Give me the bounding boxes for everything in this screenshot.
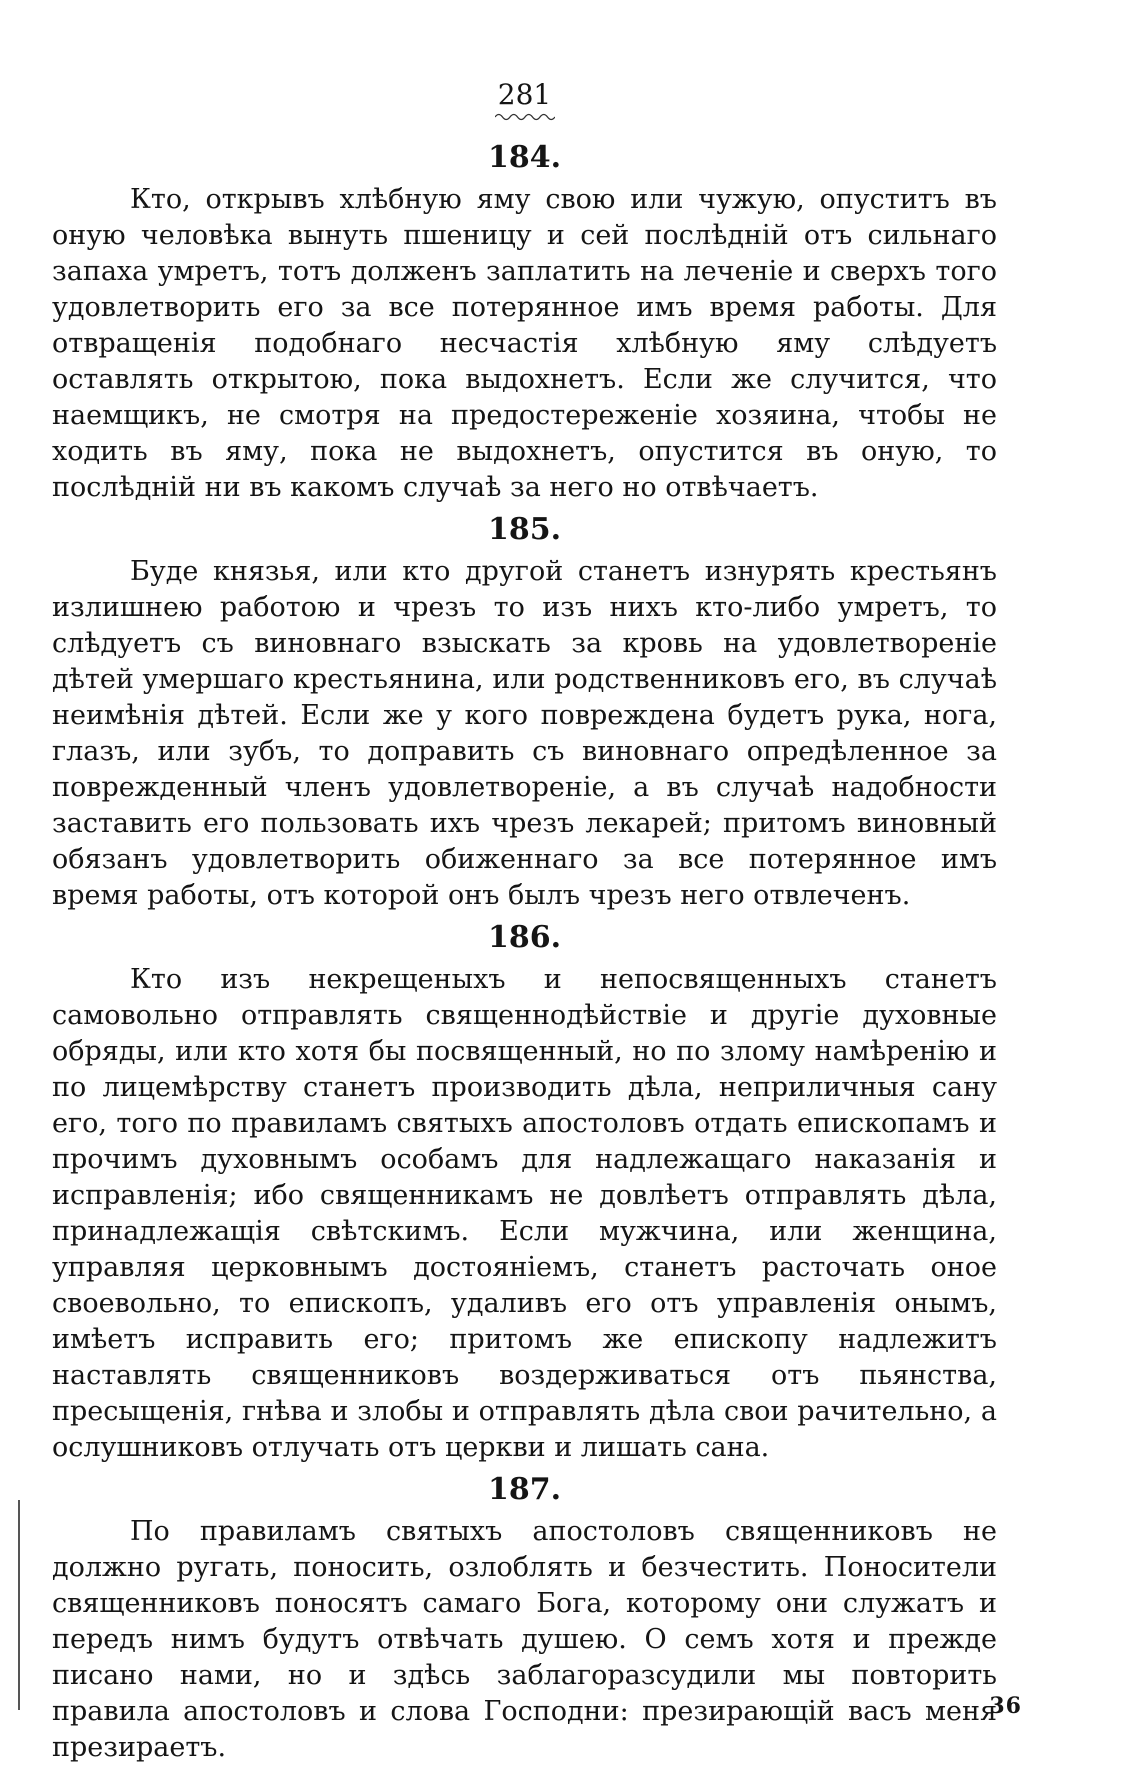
book-page <box>52 78 997 1766</box>
article-186 <box>52 920 997 1466</box>
page-number: 281 <box>497 78 552 111</box>
article-text: По правиламъ святыхъ апостоловъ священниковъ не должно ругать, поносить, озлоблять и безчестить. Поносители священниковъ поносятъ самаго Бога, которому они служатъ и передъ нимъ будутъ отвѣчать душею. О семъ хотя и прежде писано нами, но и здѣсь заблагоразсудили мы повторить правила апостоловъ и слова Господни: презирающій васъ меня презираетъ. <box>52 1516 997 1763</box>
margin-rule <box>18 1500 20 1710</box>
article-number: 185. <box>487 512 562 547</box>
wavy-divider <box>495 112 555 122</box>
article-text: Кто изъ некрещеныхъ и непосвященныхъ станетъ самовольно отправлять священнодѣйствіе и другіе духовные обряды, или кто хотя бы посвященный, но по злому намѣренію и по лицемѣрству станетъ производить дѣла, неприличныя сану его, того по правиламъ святыхъ апостоловъ отдать епископамъ и прочимъ духовнымъ особамъ для надлежащаго наказанія и исправленія; ибо священникамъ не довлѣетъ отправлять дѣла, принадлежащія свѣтскимъ. Если мужчина, или женщина, управляя церковнымъ достояніемъ, станетъ расточать оное своевольно, то епископъ, удаливъ его отъ управленія онымъ, имѣетъ исправить его; притомъ же епископу надлежитъ наставлять священниковъ воздерживаться отъ пьянства, пресыщенія, гнѣва и злобы и отправлять дѣла свои рачительно, а ослушниковъ отлучать отъ церкви и лишать сана. <box>52 964 997 1463</box>
article-number: 186. <box>487 920 562 955</box>
printer-signature: 36 <box>989 1693 1022 1719</box>
article-number: 184. <box>487 140 562 175</box>
article-number: 187. <box>487 1472 562 1507</box>
article-text: Кто, открывъ хлѣбную яму свою или чужую, опуститъ въ оную человѣка вынуть пшеницу и сей послѣдній отъ сильнаго запаха умретъ, тотъ долженъ заплатить на леченіе и сверхъ того удовлетворить его за все потерянное имъ время работы. Для отвращенія подобнаго несчастія хлѣбную яму слѣдуетъ оставлять открытою, пока выдохнетъ. Если же случится, что наемщикъ, не смотря на предостереженіе хозяина, чтобы не ходить въ яму, пока не выдохнетъ, опустится въ оную, то послѣдній ни въ какомъ случаѣ за него но отвѣчаетъ. <box>52 184 997 503</box>
article-text: Буде князья, или кто другой станетъ изнурять крестьянъ излишнею работою и чрезъ то изъ нихъ кто-либо умретъ, то слѣдуетъ съ виновнаго взыскать за кровь на удовлетвореніе дѣтей умершаго крестьянина, или родственниковъ его, въ случаѣ неимѣнія дѣтей. Если же у кого повреждена будетъ рука, нога, глазъ, или зубъ, то доправить съ виновнаго опредѣленное за поврежденный членъ удовлетвореніе, а въ случаѣ надобности заставить его пользовать ихъ чрезъ лекарей; притомъ виновный обязанъ удовлетворить обиженнаго за все потерянное имъ время работы, отъ которой онъ былъ чрезъ него отвлеченъ. <box>52 556 997 911</box>
article-187 <box>52 1472 997 1766</box>
article-184 <box>52 140 997 506</box>
article-185 <box>52 512 997 914</box>
